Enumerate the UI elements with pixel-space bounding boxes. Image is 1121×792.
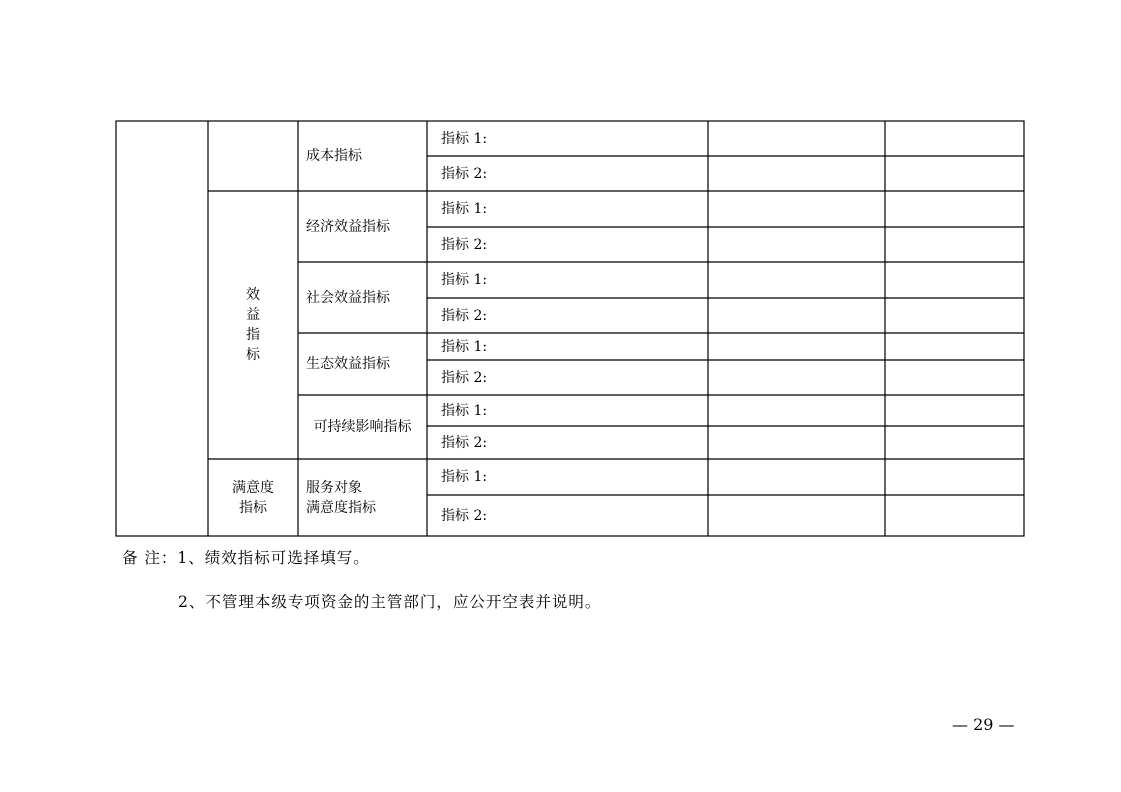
benefit-label-char: 标 [246, 347, 260, 363]
note-line-1: 备 注：1、绩效指标可选择填写。 [122, 549, 370, 567]
social-benefit-text: 社会效益指标 [306, 289, 390, 306]
service-satisfaction-label [298, 459, 427, 536]
indicator-label: 指标 2: [441, 165, 488, 182]
economic-benefit-label [298, 191, 427, 262]
page-number: — 29 — [952, 715, 1015, 734]
sustainable-impact-label [298, 395, 427, 459]
indicator-cell-2 [433, 156, 703, 191]
benefit-label-char: 效 [246, 287, 260, 303]
note-line-2: 2、不管理本级专项资金的主管部门，应公开空表并说明。 [178, 593, 602, 611]
social-benefit-label [298, 262, 427, 333]
indicator-label: 指标 2: [441, 307, 488, 324]
indicator-label: 指标 2: [441, 434, 488, 451]
benefit-label-char: 指 [246, 327, 260, 343]
benefit-indicators-label [208, 191, 298, 459]
indicator-label: 指标 1: [441, 402, 488, 419]
indicator-cell-2 [433, 227, 703, 262]
satisfaction-label-line2: 指标 [239, 499, 267, 516]
indicator-cell-1 [433, 395, 703, 426]
indicator-label: 指标 2: [441, 507, 488, 524]
indicator-label: 指标 1: [441, 338, 488, 355]
benefit-label-char: 益 [246, 307, 260, 323]
indicator-cell-2 [433, 298, 703, 333]
cost-indicators-text: 成本指标 [306, 148, 362, 164]
indicator-label: 指标 2: [441, 236, 488, 253]
indicator-cell-2 [433, 426, 703, 459]
indicator-cell-1 [433, 333, 703, 360]
indicator-cell-2 [433, 360, 703, 395]
cost-indicators-label [298, 121, 427, 191]
indicator-label: 指标 1: [441, 469, 488, 485]
service-satisfaction-line1: 服务对象 [306, 479, 362, 496]
satisfaction-label-line1: 满意度 [232, 479, 274, 496]
economic-benefit-text: 经济效益指标 [306, 218, 390, 235]
indicator-label: 指标 1: [441, 272, 488, 288]
indicator-label: 指标 1: [441, 201, 488, 217]
indicator-cell-1 [433, 459, 703, 495]
sustainable-impact-text: 可持续影响指标 [313, 419, 412, 435]
indicator-cell-2 [433, 495, 703, 536]
indicator-cell-1 [433, 121, 703, 156]
indicator-cell-1 [433, 262, 703, 298]
ecological-benefit-text: 生态效益指标 [306, 356, 390, 372]
satisfaction-indicators-label [208, 459, 298, 536]
indicator-label: 指标 2: [441, 369, 488, 386]
indicator-label: 指标 1: [441, 130, 488, 147]
ecological-benefit-label [298, 333, 427, 395]
service-satisfaction-line2: 满意度指标 [306, 499, 376, 516]
indicator-cell-1 [433, 191, 703, 227]
